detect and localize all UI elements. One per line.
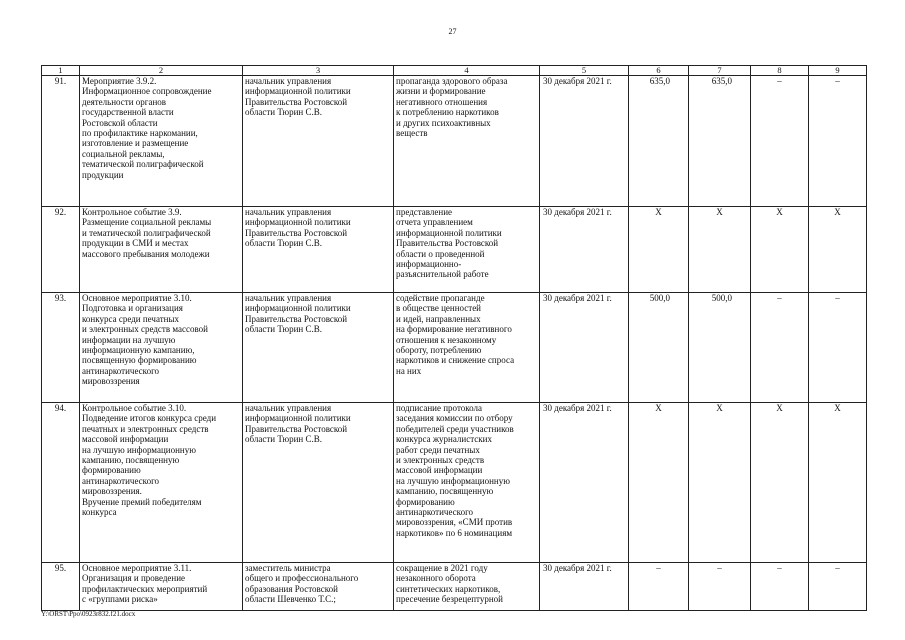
deadline-cell: 30 декабря 2021 г. (540, 403, 629, 563)
file-path-footer: Y:\ORST\Ppo\0923r832.f21.docx (41, 610, 136, 618)
row-number: 95. (42, 563, 80, 611)
responsible-cell (243, 207, 394, 293)
result-cell-line: жизни и формирование (396, 86, 486, 97)
responsible-cell (243, 293, 394, 403)
activity-cell (80, 76, 243, 207)
responsible-cell-line: Правительства Ростовской (245, 96, 348, 107)
result-cell-line: на лучшую информационную (396, 475, 510, 486)
result-cell-line: представление (396, 207, 453, 217)
activity-cell-line: мировоззрения. (82, 486, 142, 497)
result-cell-line: формированию (396, 496, 455, 507)
result-cell-line: на формирование негативного (396, 324, 512, 335)
result-cell-line: пресечение безрецептурной (396, 594, 503, 605)
result-cell-line: кампанию, посвященную (396, 486, 494, 497)
result-cell (394, 207, 540, 293)
result-cell-line: и идей, направленных (396, 313, 481, 324)
funding-cell-c7: 635,0 (689, 76, 751, 207)
row-number: 92. (42, 207, 80, 293)
result-cell-line: веществ (396, 128, 428, 139)
result-cell-line: наркотиков» по 6 номинациям (396, 527, 513, 538)
funding-cell-c6: – (629, 563, 689, 611)
result-cell-line: подписание протокола (396, 403, 483, 413)
responsible-cell-line: области Шевченко Т.С.; (245, 594, 336, 605)
result-cell-line: содействие пропаганде (396, 293, 485, 303)
funding-cell-c7: 500,0 (689, 293, 751, 403)
activity-cell-line: профилактических мероприятий (82, 583, 208, 594)
result-cell-line: разъяснительной работе (396, 269, 489, 280)
activity-cell-line: Информационное сопровождение (82, 86, 212, 97)
column-number-row (42, 66, 867, 76)
funding-cell-c8: – (751, 76, 809, 207)
responsible-cell-line: заместитель министра (245, 563, 331, 573)
activity-cell-line: Вручение премий победителям (82, 496, 202, 507)
responsible-cell-line: начальник управления (245, 207, 332, 217)
funding-cell-c8: – (751, 293, 809, 403)
activity-cell-line: изготовление и размещение (82, 138, 189, 149)
deadline-cell: 30 декабря 2021 г. (540, 76, 629, 207)
funding-cell-c6: X (629, 207, 689, 293)
activity-cell-line: формированию (82, 465, 141, 476)
funding-cell-c7: X (689, 207, 751, 293)
activity-cell-line: Размещение социальной рекламы (82, 217, 212, 228)
result-cell-line: незаконного оборота (396, 573, 476, 584)
responsible-cell-line: информационной политики (245, 217, 351, 228)
row-number: 91. (42, 76, 80, 207)
result-cell-line: негативного отношения (396, 96, 488, 107)
responsible-cell-line: начальник управления (245, 403, 332, 413)
column-number: 7 (689, 66, 751, 76)
result-cell (394, 76, 540, 207)
result-cell-line: в обществе ценностей (396, 303, 482, 314)
activity-cell-line: кампанию, посвященную (82, 455, 180, 466)
activity-cell-line: конкурса среди печатных (82, 313, 180, 324)
page-number: 27 (448, 27, 457, 36)
activity-cell-line: Основное мероприятие 3.11. (82, 563, 192, 573)
result-cell-line: пропаганда здорового образа (396, 76, 508, 86)
activity-cell-line: Основное мероприятие 3.10. (82, 293, 192, 303)
column-number: 4 (394, 66, 540, 76)
activity-cell-line: печатных и электронных средств (82, 423, 209, 434)
result-cell-line: заседания комиссии по отбору (396, 413, 513, 424)
responsible-cell-line: области Тюрин С.В. (245, 238, 322, 249)
result-cell-line: обороту, потреблению (396, 345, 482, 356)
result-cell (394, 563, 540, 611)
responsible-cell-line: области Тюрин С.В. (245, 434, 322, 445)
activity-cell-line: Подготовка и организация (82, 303, 183, 314)
table-row (42, 563, 867, 611)
responsible-cell-line: Правительства Ростовской (245, 313, 348, 324)
table-row (42, 207, 867, 293)
activity-cell (80, 207, 243, 293)
column-number: 2 (80, 66, 243, 76)
result-cell-line: работ среди печатных (396, 444, 480, 455)
activity-cell (80, 403, 243, 563)
activity-cell-line: и электронных средств массовой (82, 324, 208, 335)
plan-table (41, 65, 867, 611)
funding-cell-c6: 635,0 (629, 76, 689, 207)
responsible-cell-line: начальник управления (245, 293, 332, 303)
responsible-cell-line: начальник управления (245, 76, 332, 86)
column-number: 8 (751, 66, 809, 76)
activity-cell-line: продукции в СМИ и местах (82, 238, 189, 249)
funding-cell-c9: – (809, 293, 867, 403)
funding-cell-c8: X (751, 207, 809, 293)
responsible-cell-line: области Тюрин С.В. (245, 107, 322, 118)
responsible-cell (243, 563, 394, 611)
column-number: 3 (243, 66, 394, 76)
deadline-cell: 30 декабря 2021 г. (540, 293, 629, 403)
responsible-cell (243, 76, 394, 207)
funding-cell-c6: X (629, 403, 689, 563)
table-row (42, 293, 867, 403)
funding-cell-c9: X (809, 207, 867, 293)
result-cell-line: и других психоактивных (396, 117, 491, 128)
row-number: 94. (42, 403, 80, 563)
responsible-cell-line: области Тюрин С.В. (245, 324, 322, 335)
activity-cell-line: деятельности органов (82, 96, 167, 107)
activity-cell-line: антинаркотического (82, 475, 160, 486)
activity-cell-line: тематической полиграфической (82, 159, 204, 170)
result-cell-line: отчета управлением (396, 217, 473, 228)
table-row (42, 403, 867, 563)
result-cell-line: сокращение в 2021 году (396, 563, 488, 573)
funding-cell-c9: – (809, 76, 867, 207)
result-cell (394, 293, 540, 403)
activity-cell-line: государственной власти (82, 107, 174, 118)
result-cell-line: мировоззрения, «СМИ против (396, 517, 513, 528)
responsible-cell-line: Правительства Ростовской (245, 227, 348, 238)
column-number: 1 (42, 66, 80, 76)
funding-cell-c7: – (689, 563, 751, 611)
activity-cell-line: Подведение итогов конкурса среди (82, 413, 217, 424)
activity-cell-line: Контрольное событие 3.9. (82, 207, 182, 217)
column-number: 9 (809, 66, 867, 76)
activity-cell-line: и тематической полиграфической (82, 227, 211, 238)
result-cell-line: и электронных средств (396, 455, 485, 466)
responsible-cell (243, 403, 394, 563)
activity-cell-line: социальной рекламы, (82, 148, 165, 159)
activity-cell-line: конкурса (82, 507, 117, 518)
responsible-cell-line: общего и профессионального (245, 573, 359, 584)
result-cell-line: Правительства Ростовской (396, 238, 499, 249)
result-cell-line: отношения к незаконному (396, 334, 497, 345)
funding-cell-c9: X (809, 403, 867, 563)
result-cell-line: синтетических наркотиков, (396, 583, 501, 594)
result-cell-line: информационной политики (396, 227, 502, 238)
funding-cell-c8: – (751, 563, 809, 611)
activity-cell-line: на лучшую информационную (82, 444, 196, 455)
result-cell (394, 403, 540, 563)
row-number: 93. (42, 293, 80, 403)
result-cell-line: области о проведенной (396, 248, 485, 259)
result-cell-line: информационно- (396, 259, 462, 270)
result-cell-line: массовой информации (396, 465, 483, 476)
funding-cell-c8: X (751, 403, 809, 563)
responsible-cell-line: образования Ростовской (245, 583, 338, 594)
responsible-cell-line: информационной политики (245, 86, 351, 97)
activity-cell-line: с «группами риска» (82, 594, 158, 605)
activity-cell-line: Организация и проведение (82, 573, 186, 584)
funding-cell-c7: X (689, 403, 751, 563)
activity-cell-line: Контрольное событие 3.10. (82, 403, 187, 413)
activity-cell-line: посвященную формированию (82, 355, 197, 366)
funding-cell-c6: 500,0 (629, 293, 689, 403)
activity-cell-line: массовой информации (82, 434, 169, 445)
activity-cell-line: массового пребывания молодежи (82, 248, 210, 259)
activity-cell-line: мировоззрения (82, 376, 140, 387)
activity-cell (80, 563, 243, 611)
activity-cell-line: информационную кампанию, (82, 345, 195, 356)
activity-cell (80, 293, 243, 403)
responsible-cell-line: информационной политики (245, 413, 351, 424)
result-cell-line: на них (396, 365, 422, 376)
result-cell-line: победителей среди участников (396, 423, 514, 434)
column-number: 5 (540, 66, 629, 76)
deadline-cell: 30 декабря 2021 г. (540, 207, 629, 293)
responsible-cell-line: информационной политики (245, 303, 351, 314)
column-number: 6 (629, 66, 689, 76)
result-cell-line: наркотиков и снижение спроса (396, 355, 515, 366)
table-row (42, 76, 867, 207)
activity-cell-line: по профилактике наркомании, (82, 128, 198, 139)
activity-cell-line: Мероприятие 3.9.2. (82, 76, 157, 86)
responsible-cell-line: Правительства Ростовской (245, 423, 348, 434)
deadline-cell: 30 декабря 2021 г. (540, 563, 629, 611)
result-cell-line: конкурса журналистских (396, 434, 492, 445)
result-cell-line: антинаркотического (396, 507, 474, 518)
activity-cell-line: антинаркотического (82, 365, 160, 376)
activity-cell-line: продукции (82, 169, 124, 180)
activity-cell-line: информации на лучшую (82, 334, 176, 345)
activity-cell-line: Ростовской области (82, 117, 158, 128)
result-cell-line: к потреблению наркотиков (396, 107, 499, 118)
funding-cell-c9: – (809, 563, 867, 611)
